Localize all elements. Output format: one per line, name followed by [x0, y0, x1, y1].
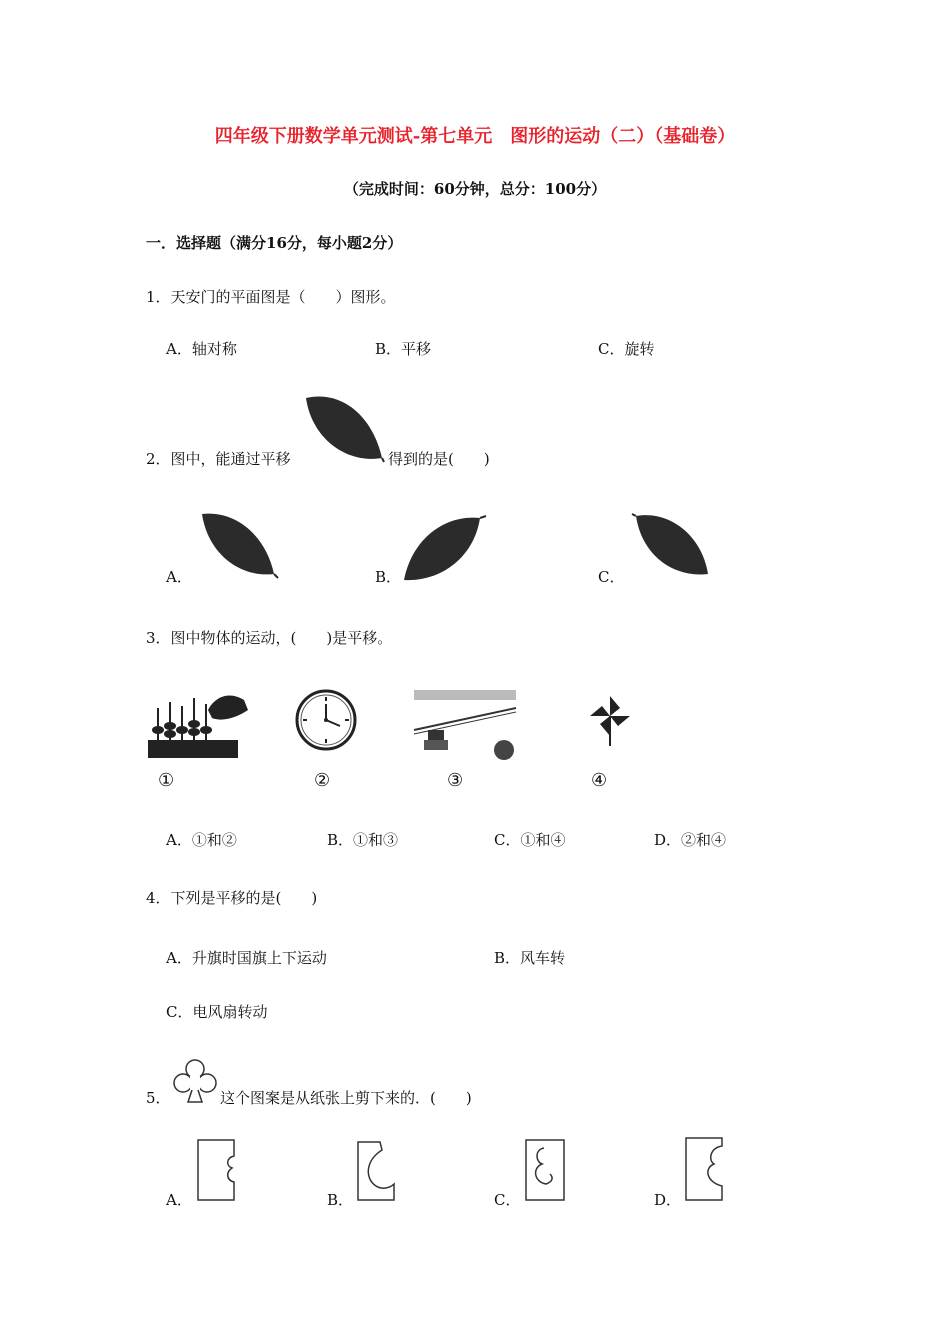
page-title: 四年级下册数学单元测试-第七单元 图形的运动（二）（基础卷） [214, 126, 736, 147]
cut-paper-option-a-icon [196, 1138, 238, 1204]
q3-option-a[interactable]: A．①和② [166, 831, 237, 849]
pinwheel-icon [588, 694, 634, 746]
q4-option-a[interactable]: A．升旗时国旗上下运动 [166, 949, 327, 967]
q1-option-b[interactable]: B．平移 [375, 340, 432, 358]
cable-car-icon [414, 690, 518, 760]
q5-option-a[interactable]: A． [166, 1191, 192, 1209]
abacus-icon [148, 688, 250, 760]
q3-label-1: ① [158, 770, 175, 791]
leaf-option-a-icon [196, 510, 281, 580]
question-4: 4．下列是平移的是( ) [146, 889, 318, 907]
q2-option-b[interactable]: B． [375, 568, 402, 586]
leaf-reference-icon [300, 392, 385, 464]
question-2-before: 2．图中，能通过平移 [146, 450, 291, 468]
club-shape-icon [170, 1056, 220, 1106]
leaf-option-b-icon [400, 514, 488, 584]
q3-option-c[interactable]: C．①和④ [494, 831, 566, 849]
q3-label-2: ② [314, 770, 331, 791]
q3-label-3: ③ [447, 770, 464, 791]
q5-option-c[interactable]: C． [494, 1191, 521, 1209]
q4-option-c[interactable]: C．电风扇转动 [166, 1003, 268, 1021]
leaf-option-c-icon [630, 510, 715, 580]
q5-option-b[interactable]: B． [327, 1191, 354, 1209]
q1-option-c[interactable]: C．旋转 [598, 340, 655, 358]
cut-paper-option-d-icon [684, 1136, 726, 1204]
question-1: 1．天安门的平面图是（ ）图形。 [146, 288, 396, 306]
q4-option-b[interactable]: B．风车转 [494, 949, 566, 967]
cut-paper-option-b-icon [356, 1140, 398, 1204]
q2-option-c[interactable]: C． [598, 568, 625, 586]
page-subtitle: （完成时间：60分钟，总分：100分） [343, 180, 607, 198]
q3-label-4: ④ [591, 770, 608, 791]
section-heading: 一．选择题（满分16分，每小题2分） [146, 234, 403, 252]
q3-option-d[interactable]: D．②和④ [654, 831, 727, 849]
cut-paper-option-c-icon [524, 1138, 566, 1204]
question-5-number: 5． [146, 1089, 171, 1107]
question-3: 3．图中物体的运动，( )是平移。 [146, 629, 393, 647]
q5-option-d[interactable]: D． [654, 1191, 682, 1209]
clock-icon [294, 688, 358, 752]
q3-option-b[interactable]: B．①和③ [327, 831, 399, 849]
q1-option-a[interactable]: A．轴对称 [166, 340, 237, 358]
q2-option-a[interactable]: A． [166, 568, 192, 586]
question-5: 这个图案是从纸张上剪下来的．( ) [220, 1089, 472, 1107]
question-2-after: 得到的是( ) [388, 450, 490, 468]
